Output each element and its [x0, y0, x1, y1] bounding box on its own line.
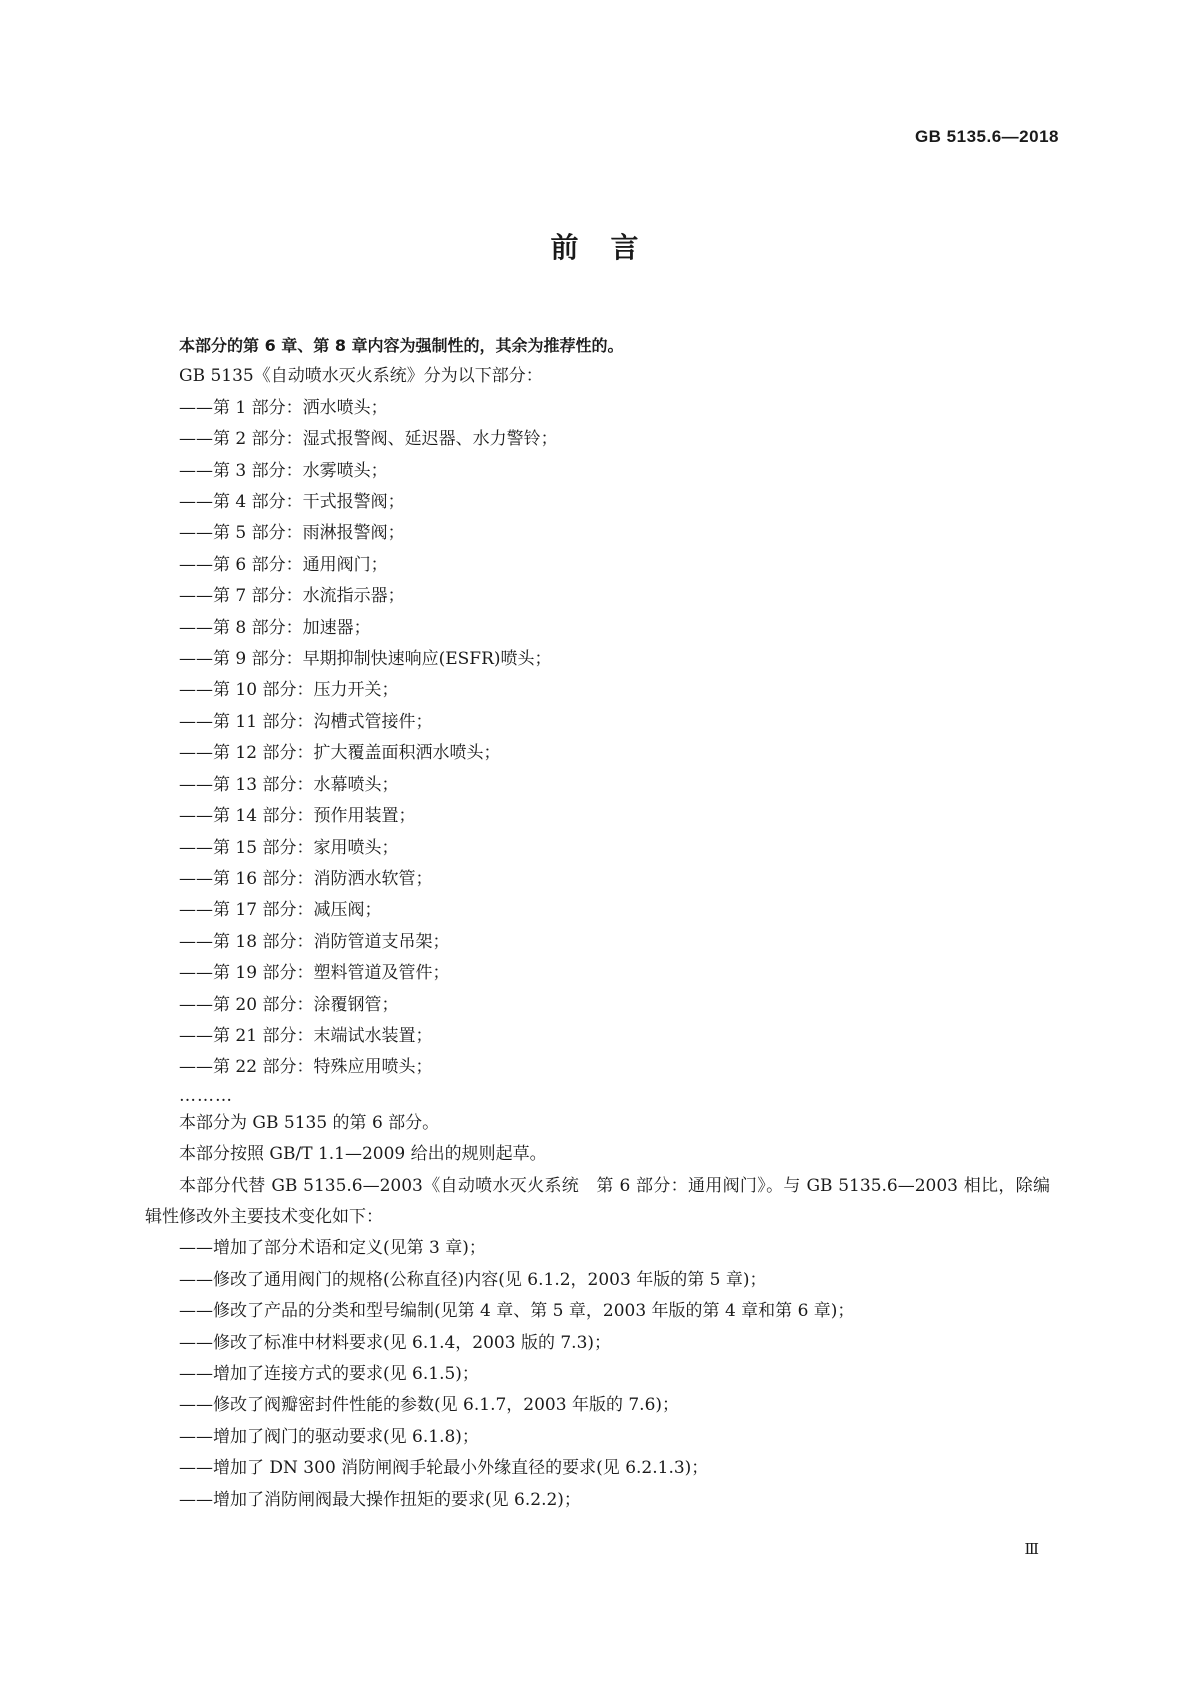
page-title: 前 言: [550, 231, 641, 264]
list-item: ——第 14 部分：预作用装置；: [179, 806, 416, 827]
list-item: ——第 17 部分：减压阀；: [179, 900, 382, 921]
list-item: ——第 6 部分：通用阀门；: [179, 554, 388, 575]
list-item: ——第 3 部分：水雾喷头；: [179, 460, 388, 481]
part-of-statement: 本部分为 GB 5135 的第 6 部分。: [179, 1112, 440, 1133]
list-item: ——第 11 部分：沟槽式管接件；: [179, 711, 433, 732]
list-item: ——第 2 部分：湿式报警阀、延迟器、水力警铃；: [179, 429, 558, 450]
parts-list: [145, 393, 1050, 1084]
page-number: Ⅲ: [1024, 1540, 1039, 1558]
list-item: ——第 18 部分：消防管道支吊架；: [179, 931, 450, 952]
list-item: ——增加了 DN 300 消防闸阀手轮最小外缘直径的要求(见 6.2.1.3)；: [179, 1458, 709, 1479]
list-item: ——增加了阀门的驱动要求(见 6.1.8)；: [179, 1426, 479, 1447]
list-item: ——修改了产品的分类和型号编制(见第 4 章、第 5 章，2003 年版的第 4 章和第 6 章)；: [179, 1301, 855, 1322]
drafting-rule-statement: 本部分按照 GB/T 1.1—2009 给出的规则起草。: [179, 1144, 547, 1165]
mandatory-note: 本部分的第 6 章、第 8 章内容为强制性的，其余为推荐性的。: [179, 336, 624, 355]
list-item: ——第 7 部分：水流指示器；: [179, 586, 405, 607]
list-item: ——第 19 部分：塑料管道及管件；: [179, 963, 450, 984]
list-item: ——第 13 部分：水幕喷头；: [179, 774, 399, 795]
list-item: ——第 8 部分：加速器；: [179, 617, 371, 638]
parts-intro: GB 5135《自动喷水灭火系统》分为以下部分：: [179, 366, 543, 387]
standard-code: GB 5135.6—2018: [914, 127, 1059, 146]
list-item: ——修改了标准中材料要求(见 6.1.4，2003 版的 7.3)；: [179, 1332, 612, 1353]
foreword-body: [145, 330, 1050, 1516]
changes-list: [145, 1233, 1050, 1516]
list-item: ——第 20 部分：涂覆钢管；: [179, 994, 399, 1015]
list-item: ——修改了通用阀门的规格(公称直径)内容(见 6.1.2，2003 年版的第 5 章)；: [179, 1269, 767, 1290]
ellipsis: ………: [179, 1085, 233, 1106]
list-item: ——第 9 部分：早期抑制快速响应(ESFR)喷头；: [179, 649, 552, 670]
list-item: ——增加了连接方式的要求(见 6.1.5)；: [179, 1364, 479, 1384]
list-item: ——第 16 部分：消防洒水软管；: [179, 868, 433, 889]
list-item: ——第 15 部分：家用喷头；: [179, 837, 399, 858]
list-item: ——增加了消防闸阀最大操作扭矩的要求(见 6.2.2)；: [179, 1489, 581, 1510]
list-item: ——第 21 部分：末端试水装置；: [179, 1025, 433, 1046]
list-item: ——第 10 部分：压力开关；: [179, 680, 399, 701]
replaces-statement: 本部分代替 GB 5135.6—2003《自动喷水灭火系统 第 6 部分：通用阀门》。与 GB 5135.6—2003 相比，除编辑性修改外主要技术变化如下：: [145, 1175, 1050, 1227]
list-item: ——第 4 部分：干式报警阀；: [179, 492, 405, 513]
list-item: ——第 1 部分：洒水喷头；: [179, 397, 388, 418]
list-item: ——增加了部分术语和定义(见第 3 章)；: [179, 1238, 486, 1259]
list-item: ——第 22 部分：特殊应用喷头；: [179, 1057, 433, 1078]
list-item: ——第 12 部分：扩大覆盖面积洒水喷头；: [179, 743, 501, 764]
list-item: ——修改了阀瓣密封件性能的参数(见 6.1.7，2003 年版的 7.6)；: [179, 1395, 680, 1416]
list-item: ——第 5 部分：雨淋报警阀；: [179, 523, 405, 544]
